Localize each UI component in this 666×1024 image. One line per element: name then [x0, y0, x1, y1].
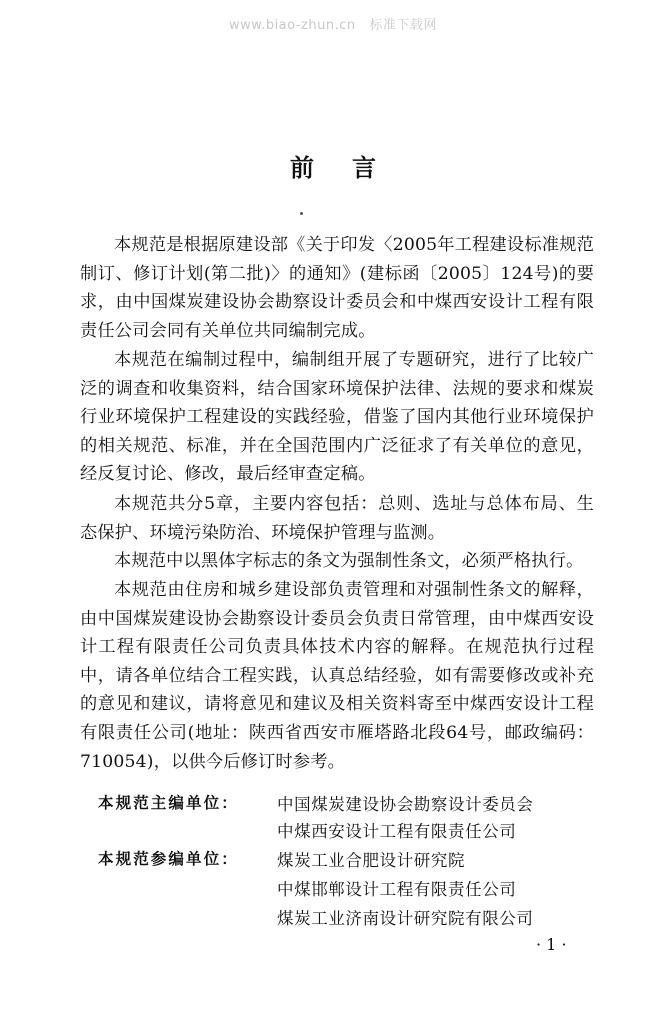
chief-editor-unit: 中国煤炭建设协会勘察设计委员会	[277, 795, 534, 814]
paragraph-process: 本规范在编制过程中，编制组开展了专题研究，进行了比较广泛的调查和收集资料，结合国家环境保护法律、法规的要求和煤炭行业环境保护工程建设的实践经验，借鉴了国内其他行业环境保护的相关规范、标准，并在全国范围内广泛征求了有关单位的意见，经反复讨论、修改，最后经审查定稿。	[80, 350, 594, 485]
chief-editor-label: 本规范主编单位：	[98, 794, 239, 812]
chief-editor-unit: 中煤西安设计工程有限责任公司	[277, 822, 517, 841]
participating-unit: 中煤邯郸设计工程有限责任公司	[277, 880, 517, 899]
paragraph-management: 本规范由住房和城乡建设部负责管理和对强制性条文的解释，由中国煤炭建设协会勘察设计委员会负责日常管理，由中煤西安设计工程有限责任公司负责具体技术内容的解释。在规范执行过程中，请各单位结合工程实践，认真总结经验，如有需要修改或补充的意见和建议，请将意见和建议及相关资料寄至中煤西安设计工程有限责任公司(地址：陕西省西安市雁塔路北段64号，邮政编码：710054)，以供今后修订时参考。	[80, 580, 594, 772]
page-number: · 1 ·	[536, 935, 567, 954]
watermark-text: www.biao-zhun.cn 标准下载网	[228, 18, 437, 33]
paragraph-basis: 本规范是根据原建设部《关于印发〈2005年工程建设标准规范制订、修订计划(第二批)〉的通知》(建标函〔2005〕124号)的要求，由中国煤炭建设协会勘察设计委员会和中煤西安设计工程有限责任公司会同有关单位共同编制完成。	[80, 235, 594, 341]
page-title: 前言	[290, 154, 414, 182]
participating-unit: 煤炭工业济南设计研究院有限公司	[277, 909, 534, 928]
participating-unit: 煤炭工业合肥设计研究院	[277, 851, 466, 870]
print-dot	[300, 212, 303, 215]
paragraph-contents: 本规范共分5章，主要内容包括：总则、选址与总体布局、生态保护、环境污染防治、环境保护管理与监测。	[80, 494, 594, 543]
paragraph-mandatory: 本规范中以黑体字标志的条文为强制性条文，必须严格执行。	[114, 551, 584, 571]
participating-label: 本规范参编单位：	[98, 850, 239, 868]
